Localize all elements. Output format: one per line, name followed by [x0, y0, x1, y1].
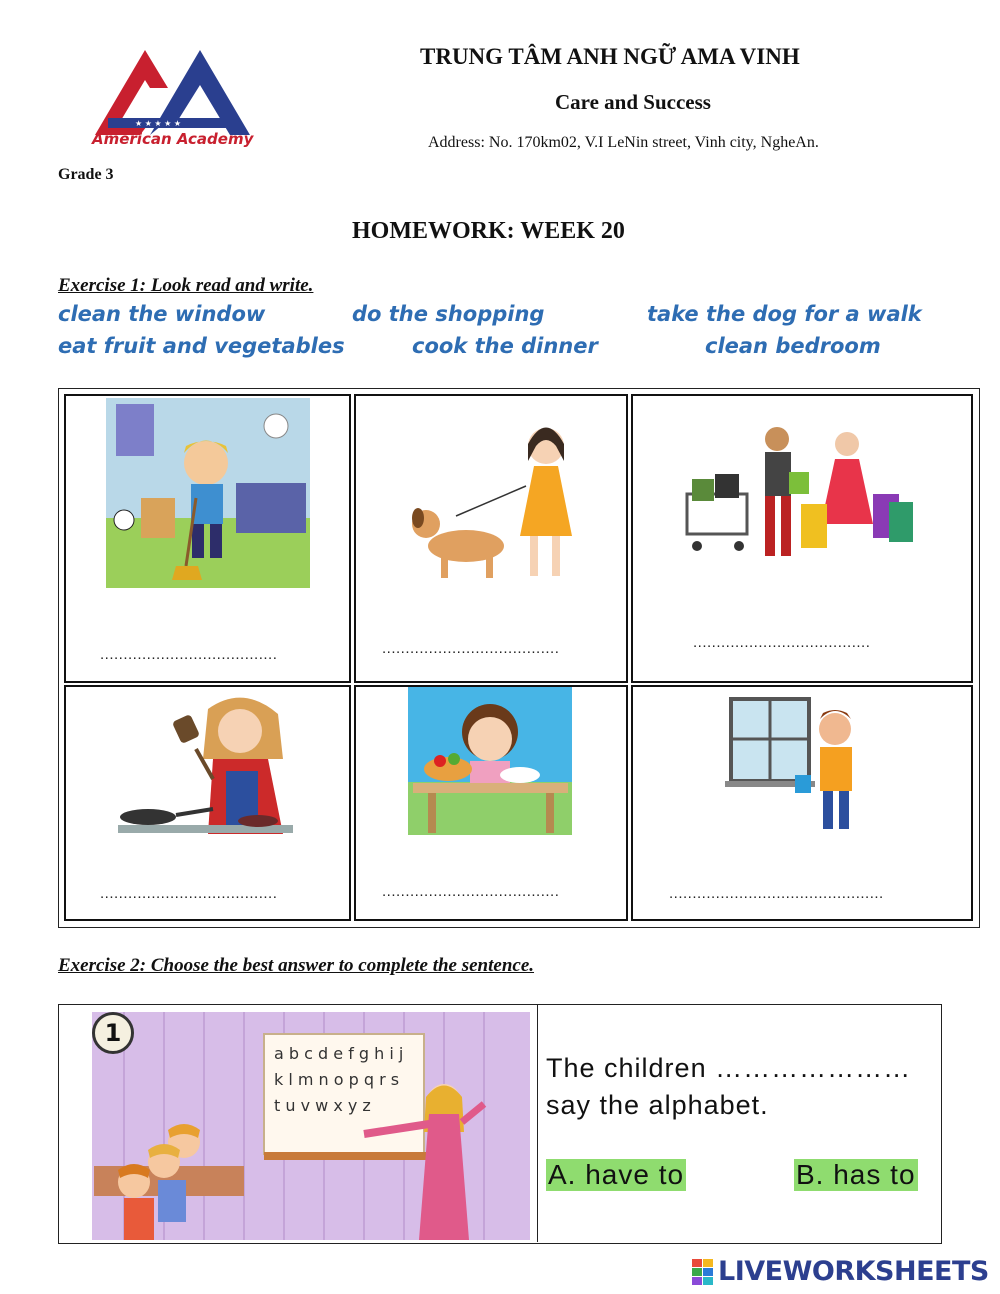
grade-label: Grade 3: [58, 166, 114, 183]
word-bank-item: do the shopping: [352, 302, 545, 326]
answer-blank[interactable]: ......................................: [100, 885, 278, 902]
center-name: TRUNG TÂM ANH NGỮ AMA VINH: [420, 44, 800, 69]
footer-brand: LIVEWORKSHEETS: [718, 1256, 989, 1287]
boy-sweeping-icon: [106, 398, 310, 588]
picture-cell: [354, 685, 628, 921]
word-bank-item: eat fruit and vegetables: [58, 334, 345, 358]
exercise2-title: Exercise 2: Choose the best answer to complete the sentence.: [58, 955, 535, 976]
girl-walking-dog-icon: [396, 406, 596, 586]
ex2-divider: [537, 1004, 538, 1242]
couple-shopping-icon: [677, 424, 927, 584]
picture-cell: [64, 394, 351, 683]
logo-caption: American Academy: [92, 130, 254, 148]
word-bank-item: take the dog for a walk: [647, 302, 922, 326]
liveworksheets-icon: [692, 1259, 714, 1285]
option-b-button[interactable]: B. has to: [796, 1159, 916, 1190]
answer-blank[interactable]: ..............................................: [669, 885, 884, 902]
question-number-badge: [92, 1012, 134, 1054]
exercise1-title: Exercise 1: Look read and write.: [58, 275, 314, 296]
alphabet-line: a b c d e f g h i j: [274, 1044, 404, 1063]
picture-cell: [631, 394, 973, 683]
answer-blank[interactable]: ......................................: [100, 646, 278, 663]
alphabet-line: k l m n o p q r s: [274, 1070, 400, 1089]
word-bank-item: clean the window: [58, 302, 266, 326]
svg-text:★ ★ ★ ★ ★: ★ ★ ★ ★ ★: [135, 119, 182, 128]
liveworksheets-logo: [692, 1256, 989, 1286]
answer-blank[interactable]: ......................................: [693, 634, 871, 651]
slogan: Care and Success: [555, 90, 711, 114]
answer-blank[interactable]: ......................................: [382, 883, 560, 900]
question-text-line2: say the alphabet.: [546, 1090, 769, 1120]
alphabet-line: t u v w x y z: [274, 1096, 371, 1115]
classroom-illustration: [64, 1012, 530, 1240]
logo: [90, 40, 260, 155]
girl-eating-fruit-icon: [408, 687, 572, 835]
word-bank-item: clean bedroom: [705, 334, 881, 358]
boy-cleaning-window-icon: [725, 691, 865, 836]
picture-cell: [64, 685, 351, 921]
option-a-button[interactable]: A. have to: [548, 1159, 685, 1190]
address: Address: No. 170km02, V.I LeNin street, Vinh city, NgheAn.: [428, 134, 819, 151]
woman-cooking-icon: [118, 689, 308, 839]
word-bank-item: cook the dinner: [412, 334, 598, 358]
picture-cell: [631, 685, 973, 921]
answer-blank[interactable]: ......................................: [382, 640, 560, 657]
page-title: HOMEWORK: WEEK 20: [352, 218, 625, 244]
question-number: 1: [104, 1019, 122, 1047]
question-text-line1: The children …………………: [546, 1053, 912, 1083]
picture-cell: [354, 394, 628, 683]
